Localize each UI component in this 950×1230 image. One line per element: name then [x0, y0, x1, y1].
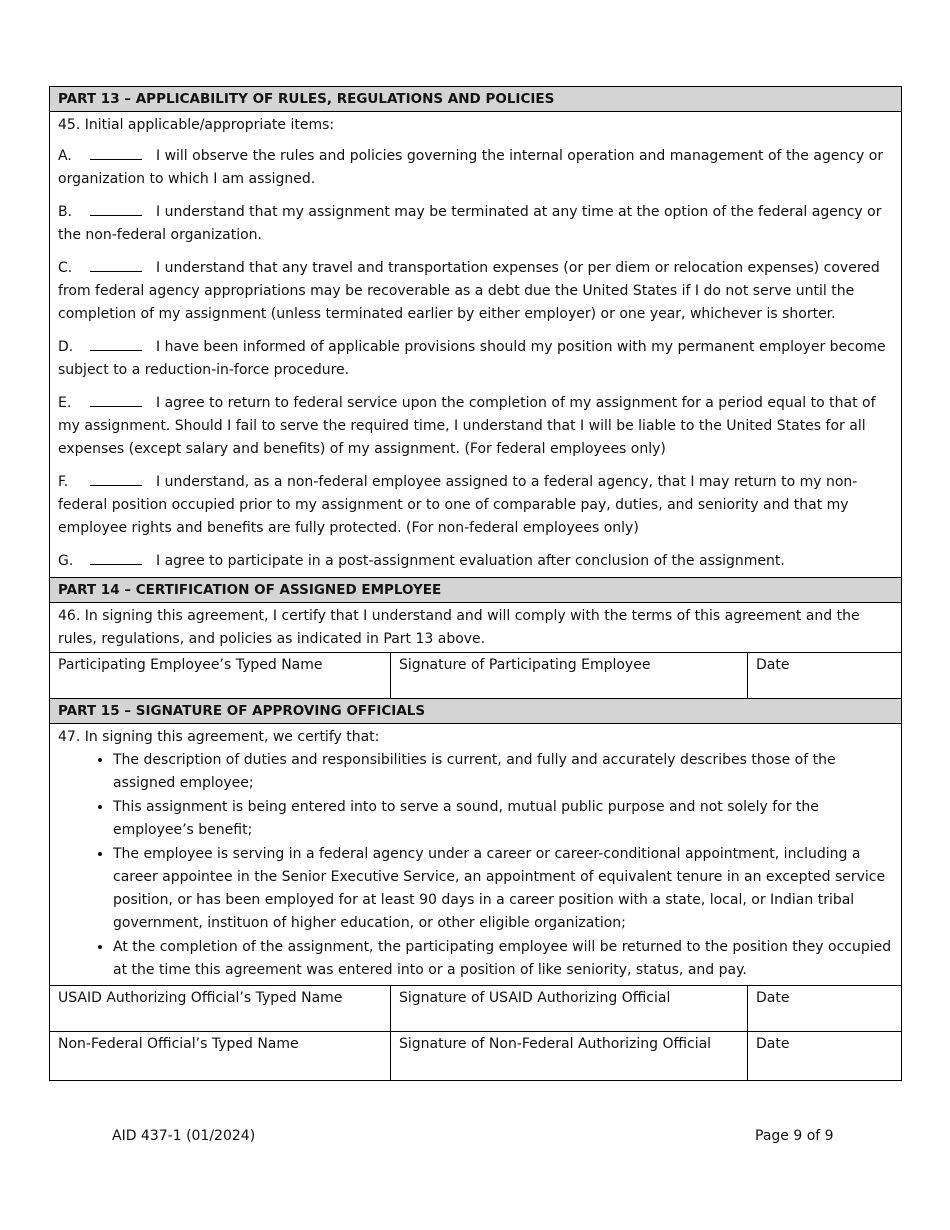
part15-header: PART 15 – SIGNATURE OF APPROVING OFFICIALS — [50, 698, 901, 724]
part14-text: 46. In signing this agreement, I certify that I understand and will comply with the terms of this agreement and the rules, regulations, and policies as indicated in Part 13 above. — [58, 608, 860, 647]
list-item: • This assignment is being entered into to serve a sound, mutual public purpose and not solely for the employee’s benefit; — [113, 796, 893, 842]
item-text: I agree to return to federal service upon the completion of my assignment for a period equal to that of my assignment. Should I fail to serve the required time, I understand that I will be liable to the United States for all expenses (except salary and benefits) of my assignment. (For federal employees only) — [58, 395, 876, 457]
item-text: I have been informed of applicable provisions should my position with my permanent employer become subject to a reduction-in-force procedure. — [58, 339, 886, 378]
item-letter: D. — [58, 339, 74, 355]
initial-field-e[interactable] — [90, 392, 142, 407]
initial-field-d[interactable] — [90, 336, 142, 351]
initial-field-c[interactable] — [90, 257, 142, 272]
item-text: I understand that my assignment may be terminated at any time at the option of the federal agency or the non-federal organization. — [58, 204, 882, 243]
item-text: I understand that any travel and transportation expenses (or per diem or relocation expenses) covered from federal agency appropriations may be recoverable as a debt due the United States if I do not serve until the completion of my assignment (unless terminated earlier by either employer) or one year, whichever is shorter. — [58, 260, 880, 322]
list-item: • The employee is serving in a federal agency under a career or career-conditional appointment, including a career appointee in the Senior Executive Service, an appointment of equivalent tenure in an excepted service position, or has been employed for at least 90 days in a career position with a state, local, or Indian tribal government, instituon of higher education, or other eligible organization; — [113, 843, 893, 935]
employee-typed-name-field[interactable]: Participating Employee’s Typed Name — [50, 653, 391, 698]
item-letter: B. — [58, 204, 73, 220]
item-b — [58, 201, 893, 247]
item-f — [58, 471, 893, 540]
item-letter: G. — [58, 553, 74, 569]
employee-signature-row — [50, 652, 901, 698]
list-item: • At the completion of the assignment, the participating employee will be returned to the position they occupied at the time this agreement was entered into or a position of like seniority, status, and pay. — [113, 936, 893, 982]
initial-field-b[interactable] — [90, 201, 142, 216]
item-a — [58, 145, 893, 191]
initial-field-g[interactable] — [90, 550, 142, 565]
nonfed-signature-field[interactable]: Signature of Non-Federal Authorizing Official — [391, 1032, 748, 1080]
form-table — [49, 86, 902, 1081]
item-d — [58, 336, 893, 382]
usaid-signature-field[interactable]: Signature of USAID Authorizing Official — [391, 986, 748, 1031]
list-item: • The description of duties and responsibilities is current, and fully and accurately describes those of the assigned employee; — [113, 749, 893, 795]
initial-field-f[interactable] — [90, 471, 142, 486]
nonfed-signature-row — [50, 1031, 901, 1080]
employee-date-field[interactable]: Date — [756, 657, 790, 673]
part15-intro: 47. In signing this agreement, we certify that: — [58, 729, 380, 745]
form-id: AID 437-1 (01/2024) — [112, 1128, 256, 1144]
usaid-signature-row — [50, 985, 901, 1031]
nonfed-typed-name-field[interactable]: Non-Federal Official’s Typed Name — [50, 1032, 391, 1080]
page-number: Page 9 of 9 — [755, 1128, 834, 1144]
item-text: I understand, as a non-federal employee assigned to a federal agency, that I may return to my non-federal position occupied prior to my assignment or to one of comparable pay, duties, and seniority and that my employee rights and benefits are fully protected. (For non-federal employees only) — [58, 474, 858, 536]
part14-header: PART 14 – CERTIFICATION OF ASSIGNED EMPLOYEE — [50, 577, 901, 603]
part13-intro: 45. Initial applicable/appropriate items: — [58, 117, 335, 133]
certification-list — [58, 749, 893, 982]
usaid-typed-name-field[interactable]: USAID Authorizing Official’s Typed Name — [50, 986, 391, 1031]
usaid-date-field[interactable]: Date — [756, 990, 790, 1006]
item-letter: C. — [58, 260, 73, 276]
item-letter: A. — [58, 148, 72, 164]
initial-field-a[interactable] — [90, 145, 142, 160]
item-text: I will observe the rules and policies governing the internal operation and management of the agency or organization to which I am assigned. — [58, 148, 884, 187]
item-c — [58, 257, 893, 326]
item-g — [58, 550, 893, 573]
part13-body — [50, 112, 901, 577]
item-e — [58, 392, 893, 461]
employee-signature-field[interactable]: Signature of Participating Employee — [391, 653, 748, 698]
nonfed-date-field[interactable]: Date — [756, 1036, 790, 1052]
item-letter: E. — [58, 395, 72, 411]
part13-header: PART 13 – APPLICABILITY OF RULES, REGULATIONS AND POLICIES — [50, 87, 901, 112]
item-text: I agree to participate in a post-assignment evaluation after conclusion of the assignment. — [156, 553, 785, 569]
item-letter: F. — [58, 474, 69, 490]
part15-body — [50, 724, 901, 985]
